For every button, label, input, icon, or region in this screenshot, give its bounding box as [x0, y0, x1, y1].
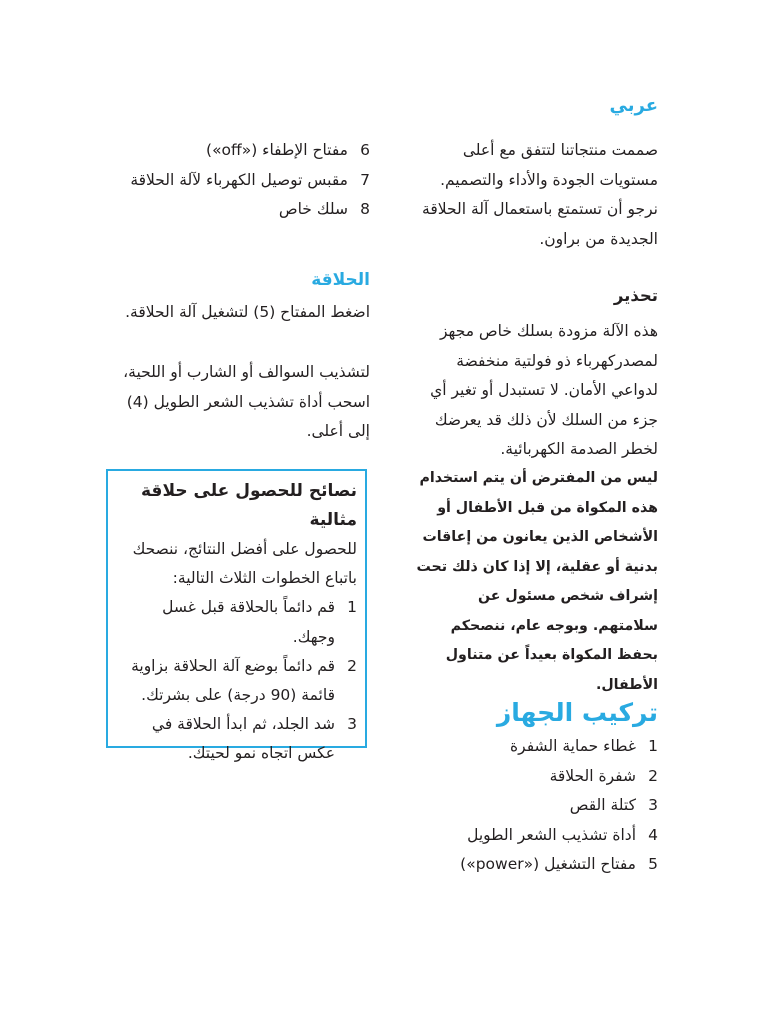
item-number: 2 — [347, 656, 357, 675]
item-label: مفتاح التشغيل («power») — [460, 855, 636, 874]
tips-intro: للحصول على أفضل النتائج، ننصحك باتباع الخطوات الثلاث التالية: — [132, 540, 357, 588]
item-number: 5 — [648, 855, 658, 874]
shaving-text-1: اضغط المفتاح (5) لتشغيل آلة الحلاقة. — [125, 303, 370, 321]
warning-title: تحذير — [613, 286, 658, 305]
item-number: 6 — [360, 141, 370, 159]
list-item — [412, 821, 658, 851]
item-label: شفرة الحلاقة — [549, 766, 636, 785]
list-item — [118, 593, 357, 651]
item-number: 4 — [648, 825, 658, 844]
list-item — [108, 136, 370, 166]
device-parts-list — [412, 732, 658, 880]
item-number: 1 — [347, 598, 357, 617]
tips-title: نصائح للحصول على حلاقة مثالية — [141, 481, 357, 530]
item-label: مفتاح الإطفاء («off») — [206, 141, 348, 159]
item-label: قم دائماً بوضع آلة الحلاقة بزاوية قائمة (90 درجة) على بشرتك. — [131, 656, 335, 705]
list-item — [412, 850, 658, 880]
item-label: شد الجلد، ثم ابدأ الحلاقة في عكس اتجاه نمو لحيتك. — [151, 715, 335, 763]
list-item — [412, 791, 658, 821]
warning-text: هذه الآلة مزودة بسلك خاص مجهز لمصدركهرباء ذو فولتية منخفضة لدواعي الأمان. لا تستبدل أو تغير أي جزء من السلك لأن ذلك قد يعرضك لخطر الصدمة الكهربائية. — [430, 322, 658, 459]
list-item — [412, 732, 658, 762]
tips-box — [106, 469, 367, 763]
tips-list — [118, 593, 357, 768]
item-label: غطاء حماية الشفرة — [510, 737, 636, 755]
item-label: قم دائماً بالحلاقة قبل غسل وجهك. — [162, 598, 335, 646]
warning-extra-text: ليس من المفترض أن يتم استخدام هذه المكواة من قبل الأطفال أو الأشخاص الذين يعانون من إعاقات بدنية أو عقلية، إلا إذا كان ذلك تحت إشراف شخص مسئول عن سلامتهم. وبوجه عام، ننصحكم بحفظ المكواة بعيداً عن متناول الأطفال. — [416, 470, 658, 693]
item-number: 7 — [360, 170, 370, 189]
item-number: 8 — [360, 200, 370, 219]
shaving-title: الحلاقة — [311, 270, 370, 290]
item-number: 1 — [648, 737, 658, 755]
item-number: 3 — [648, 796, 658, 815]
item-label: كتلة القص — [569, 796, 636, 815]
item-number: 3 — [347, 715, 357, 734]
item-label: أداة تشذيب الشعر الطويل — [467, 825, 636, 844]
intro-text: صممت منتجاتنا لتتفق مع أعلى مستويات الجودة والأداء والتصميم. نرجو أن تستمتع باستعمال آلة الحلاقة الجديدة من براون. — [422, 141, 658, 248]
item-number: 2 — [648, 766, 658, 785]
device-parts-list-continued — [108, 136, 370, 225]
list-item — [108, 195, 370, 225]
list-item — [108, 166, 370, 196]
item-label: مقبس توصيل الكهرباء لآلة الحلاقة — [130, 170, 348, 189]
shaving-text-2: لتشذيب السوالف أو الشارب أو اللحية، اسحب أداة تشذيب الشعر الطويل (4) إلى أعلى. — [123, 363, 370, 441]
item-label: سلك خاص — [278, 200, 348, 219]
list-item — [118, 710, 357, 768]
device-section-title: تركيب الجهاز — [496, 698, 658, 727]
list-item — [118, 652, 357, 710]
language-heading: عربي — [609, 95, 658, 116]
list-item — [412, 762, 658, 792]
